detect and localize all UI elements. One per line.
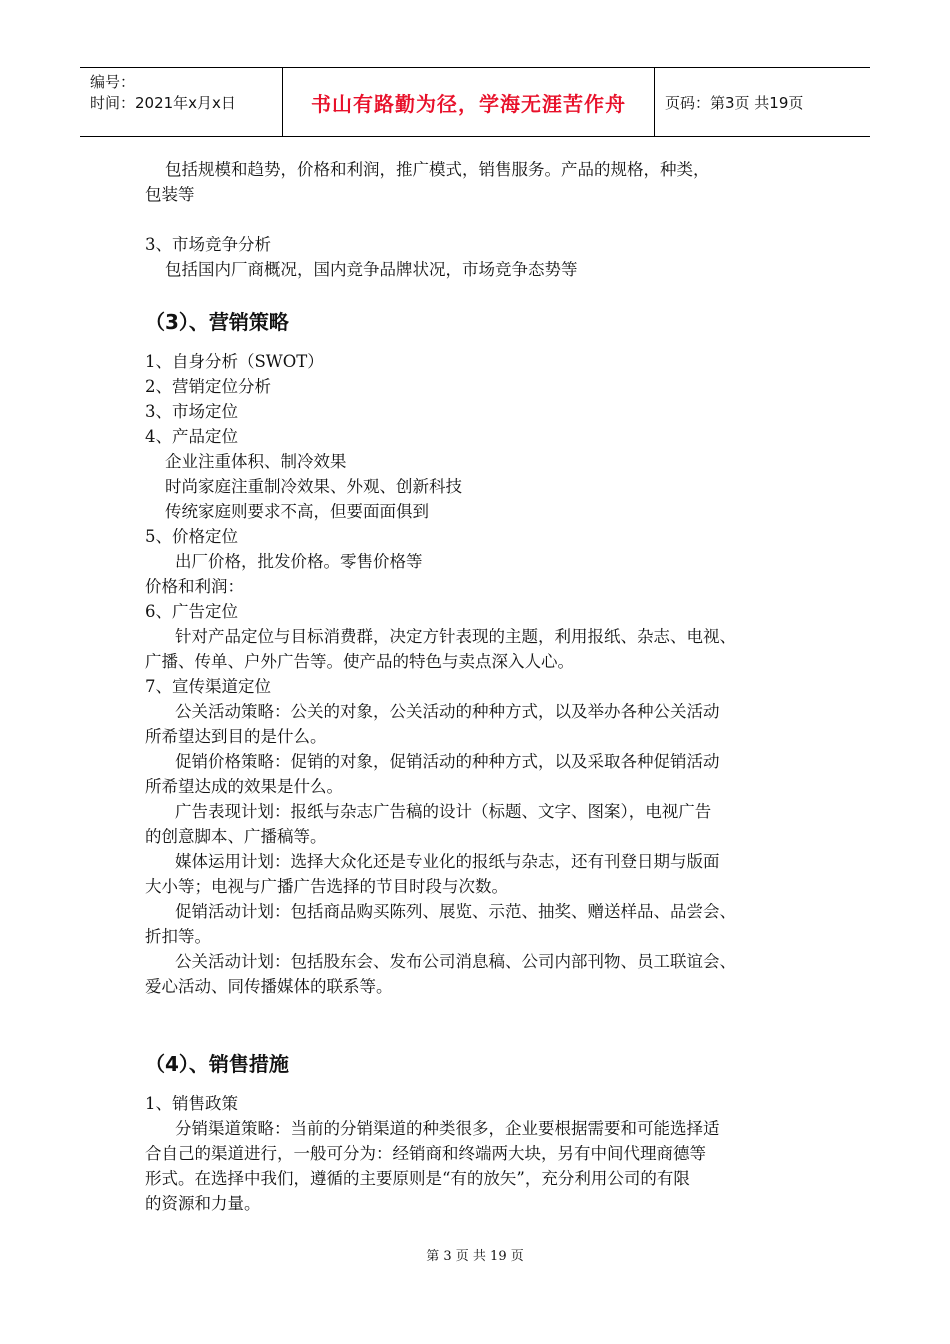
header-motto-cell — [282, 68, 655, 136]
sub-item: 出厂价格，批发价格。零售价格等 — [175, 552, 423, 571]
paragraph: 的资源和力量。 — [145, 1194, 261, 1213]
paragraph: 促销活动计划：包括商品购买陈列、展览、示范、抽奖、赠送样品、品尝会、 — [175, 902, 736, 921]
paragraph: 包括规模和趋势，价格和利润，推广模式，销售服务。产品的规格，种类， — [165, 160, 710, 179]
paragraph: 促销价格策略：促销的对象，促销活动的种种方式，以及采取各种促销活动 — [175, 752, 720, 771]
paragraph: 广告表现计划：报纸与杂志广告稿的设计（标题、文字、图案），电视广告 — [175, 802, 712, 821]
paragraph: 形式。在选择中我们，遵循的主要原则是“有的放矢”，充分利用公司的有限 — [145, 1169, 690, 1188]
paragraph: 分销渠道策略：当前的分销渠道的种类很多，企业要根据需要和可能选择适 — [175, 1119, 720, 1138]
list-item: 2、营销定位分析 — [145, 377, 271, 396]
paragraph: 的创意脚本、广播稿等。 — [145, 827, 327, 846]
paragraph: 公关活动策略：公关的对象，公关活动的种种方式，以及举办各种公关活动 — [175, 702, 720, 721]
list-item: 1、销售政策 — [145, 1094, 238, 1113]
sub-item: 企业注重体积、制冷效果 — [165, 452, 347, 471]
motto-text: 书山有路勤为径，学海无涯苦作舟 — [311, 91, 626, 116]
list-item: 3、市场定位 — [145, 402, 238, 421]
sub-item: 价格和利润： — [145, 577, 244, 596]
list-item: 3、市场竞争分析 — [145, 235, 271, 254]
list-item: 5、价格定位 — [145, 527, 238, 546]
paragraph: 所希望达到目的是什么。 — [145, 727, 327, 746]
paragraph: 大小等；电视与广播广告选择的节目时段与次数。 — [145, 877, 508, 896]
paragraph: 包括国内厂商概况，国内竞争品牌状况，市场竞争态势等 — [165, 260, 578, 279]
list-item: 4、产品定位 — [145, 427, 238, 446]
list-item: 6、广告定位 — [145, 602, 238, 621]
paragraph: 合自己的渠道进行，一般可分为：经销商和终端两大块，另有中间代理商德等 — [145, 1144, 706, 1163]
document-body — [145, 157, 835, 1216]
section-heading: （4）、销售措施 — [145, 1052, 289, 1076]
document-header — [80, 67, 870, 137]
spacer — [145, 282, 835, 307]
sub-item: 时尚家庭注重制冷效果、外观、创新科技 — [165, 477, 462, 496]
paragraph: 折扣等。 — [145, 927, 211, 946]
sub-item: 传统家庭则要求不高，但要面面俱到 — [165, 502, 429, 521]
header-page-cell — [655, 68, 870, 136]
list-item: 1、自身分析（SWOT） — [145, 352, 324, 371]
paragraph: 爱心活动、同传播媒体的联系等。 — [145, 977, 393, 996]
number-label: 编号： — [90, 73, 136, 91]
paragraph: 针对产品定位与目标消费群，决定方针表现的主题，利用报纸、杂志、电视、 — [175, 627, 736, 646]
paragraph: 公关活动计划：包括股东会、发布公司消息稿、公司内部刊物、员工联谊会、 — [175, 952, 736, 971]
page-info: 页码：第3页 共19页 — [665, 93, 804, 112]
spacer — [145, 999, 835, 1024]
header-meta-cell — [80, 68, 282, 136]
paragraph: 媒体运用计划：选择大众化还是专业化的报纸与杂志，还有刊登日期与版面 — [175, 852, 720, 871]
list-item: 7、宣传渠道定位 — [145, 677, 271, 696]
paragraph: 包装等 — [145, 185, 195, 204]
page-footer: 第 3 页 共 19 页 — [426, 1249, 524, 1264]
spacer — [145, 337, 835, 349]
paragraph: 广播、传单、户外广告等。使产品的特色与卖点深入人心。 — [145, 652, 574, 671]
spacer — [145, 1079, 835, 1091]
section-heading: （3）、营销策略 — [145, 310, 289, 334]
spacer — [145, 1024, 835, 1049]
paragraph: 所希望达成的效果是什么。 — [145, 777, 343, 796]
time-label: 时间：2021年x月x日 — [90, 94, 236, 112]
spacer — [145, 207, 835, 232]
